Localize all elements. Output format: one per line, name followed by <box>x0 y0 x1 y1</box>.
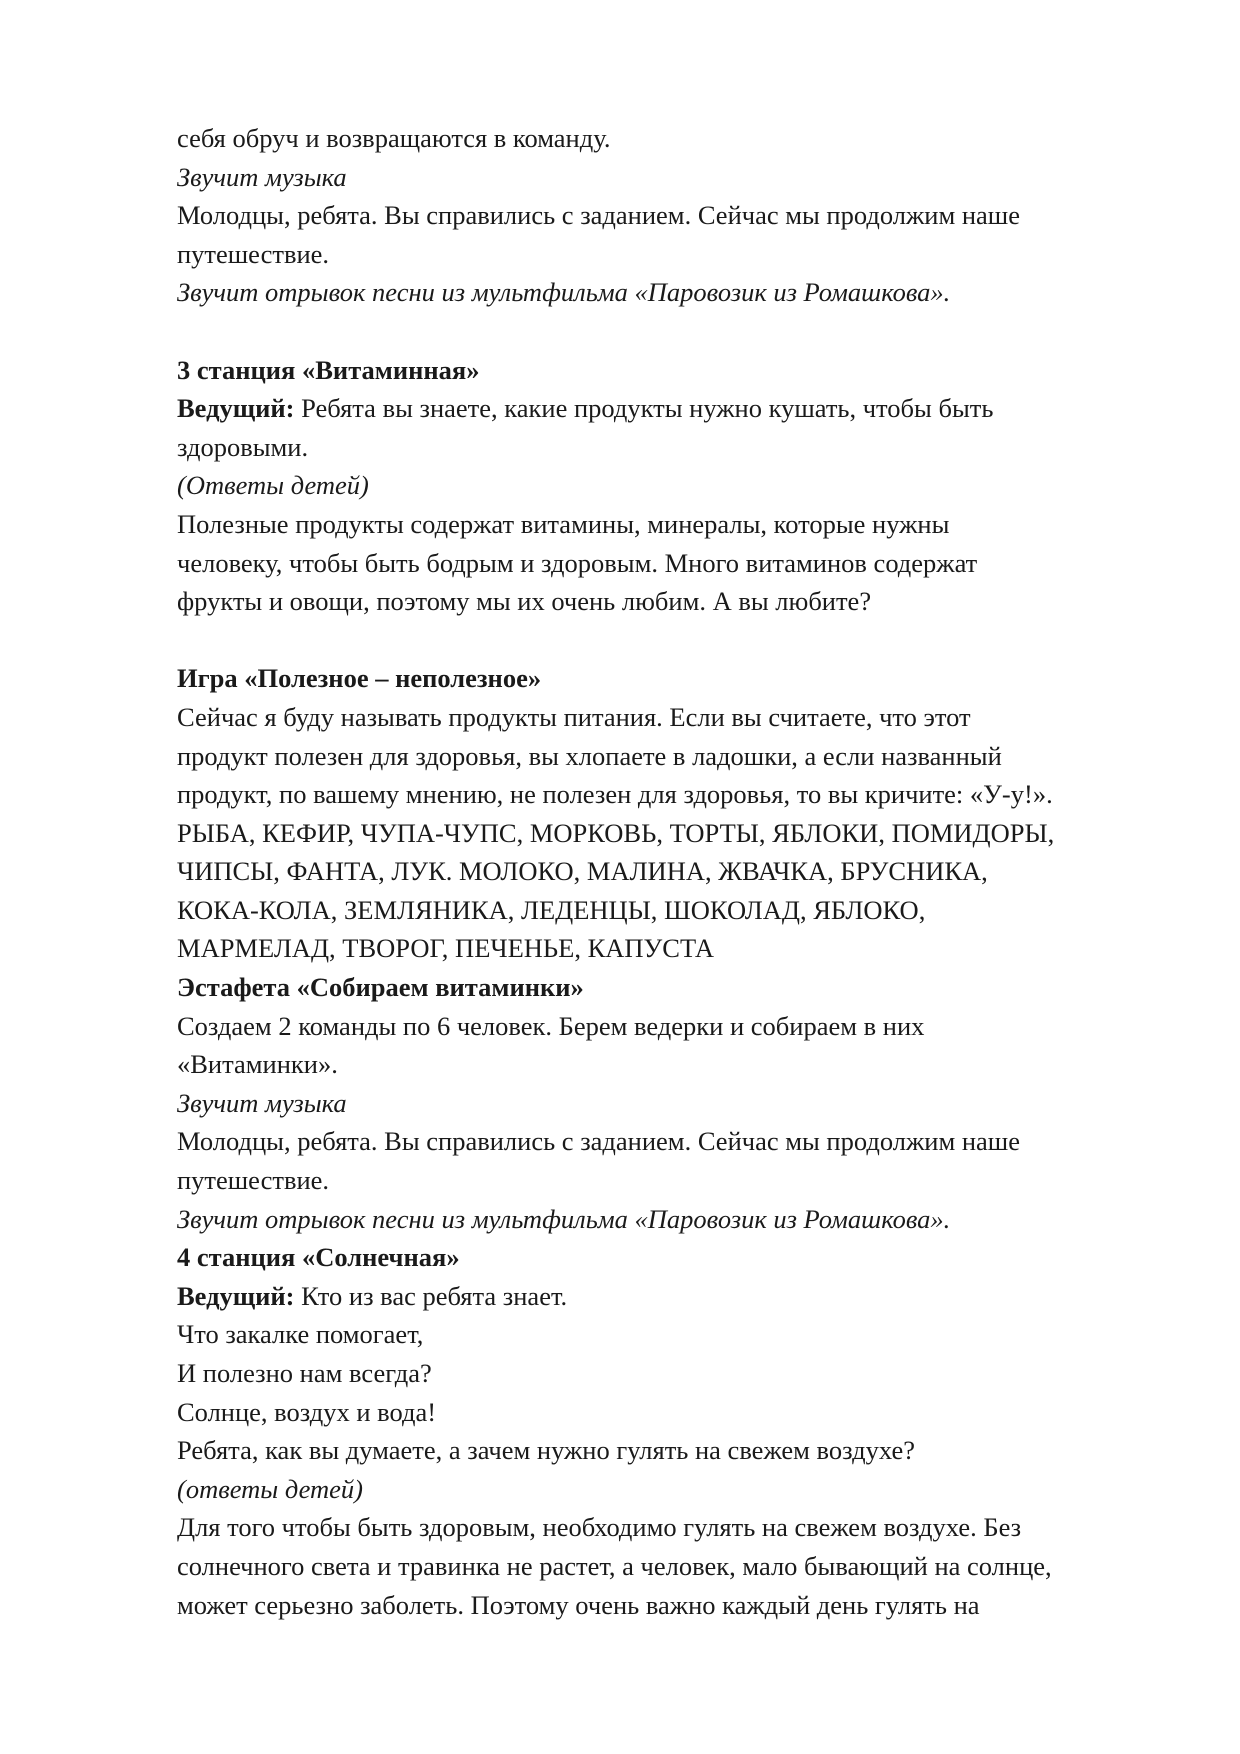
paragraph: себя обруч и возвращаются в команду. <box>177 123 611 153</box>
speaker-label: Ведущий: <box>177 393 295 424</box>
paragraph: Молодцы, ребята. Вы справились с заданием. Сейчас мы продолжим наше путешествие. <box>177 200 1020 269</box>
host-speech: Ребята вы знаете, какие продукты нужно кушать, чтобы быть здоровыми. <box>177 393 994 462</box>
blank-line <box>177 621 1177 660</box>
section-heading-station-3: 3 станция «Витаминная» <box>177 354 480 385</box>
section-heading-relay: Эстафета «Собираем витаминки» <box>177 972 584 1003</box>
host-speech: Кто из вас ребята знает. <box>294 1280 568 1311</box>
paragraph: Создаем 2 команды по 6 человек. Берем ведерки и собираем в них «Витаминки». <box>177 1010 925 1080</box>
blank-line <box>177 312 1177 351</box>
paragraph: Для того чтобы быть здоровым, необходимо гулять на свежем воздухе. Без солнечного света и травинка не растет, а человек, мало бывающий на солнце, может серьезно заболеть. Поэтому очень важно каждый день гулять на <box>177 1512 1052 1620</box>
paragraph: Сейчас я буду называть продукты питания. Если вы считаете, что этот продукт полезен для здоровья, вы хлопаете в ладошки, а если названный продукт, по вашему мнению, не полезен для здоровья, то вы кричите: «У-у!». РЫБА, КЕФИР, ЧУПА-ЧУПС, МОРКОВЬ, ТОРТЫ, ЯБЛОКИ, ПОМИДОРЫ, ЧИПСЫ, ФАНТА, ЛУК. МОЛОКО, МАЛИНА, ЖВАЧКА, БРУСНИКА, КОКА-КОЛА, ЗЕМЛЯНИКА, ЛЕДЕНЦЫ, ШОКОЛАД, ЯБЛОКО, МАРМЕЛАД, ТВОРОГ, ПЕЧЕНЬЕ, КАПУСТА <box>177 701 1055 964</box>
stage-direction: Звучит отрывок песни из мультфильма «Паровозик из Ромашкова». <box>177 277 951 308</box>
host-line <box>177 1277 1177 1316</box>
stage-direction: Звучит музыка <box>177 1087 347 1118</box>
paragraph: Полезные продукты содержат витамины, минералы, которые нужны человеку, чтобы быть бодрым и здоровым. Много витаминов содержат фрукты и овощи, поэтому мы их очень любим. А вы любите? <box>177 508 978 617</box>
section-heading-station-4: 4 станция «Солнечная» <box>177 1242 460 1273</box>
children-answers-note: (Ответы детей) <box>177 470 369 501</box>
paragraph: Молодцы, ребята. Вы справились с заданием. Сейчас мы продолжим наше путешествие. <box>177 1126 1020 1196</box>
section-heading-game: Игра «Полезное – неполезное» <box>177 663 542 694</box>
children-answers-note: (ответы детей) <box>177 1473 363 1504</box>
poem: Что закалке помогает, И полезно нам всегда? Солнце, воздух и вода! Ребята, как вы думаете, а зачем нужно гулять на свежем воздухе? <box>177 1319 915 1466</box>
speaker-label: Ведущий: <box>177 1280 295 1311</box>
stage-direction: Звучит музыка <box>177 161 347 192</box>
stage-direction: Звучит отрывок песни из мультфильма «Паровозик из Ромашкова». <box>177 1203 951 1234</box>
host-line <box>177 389 1177 466</box>
document-body <box>177 119 1177 1624</box>
